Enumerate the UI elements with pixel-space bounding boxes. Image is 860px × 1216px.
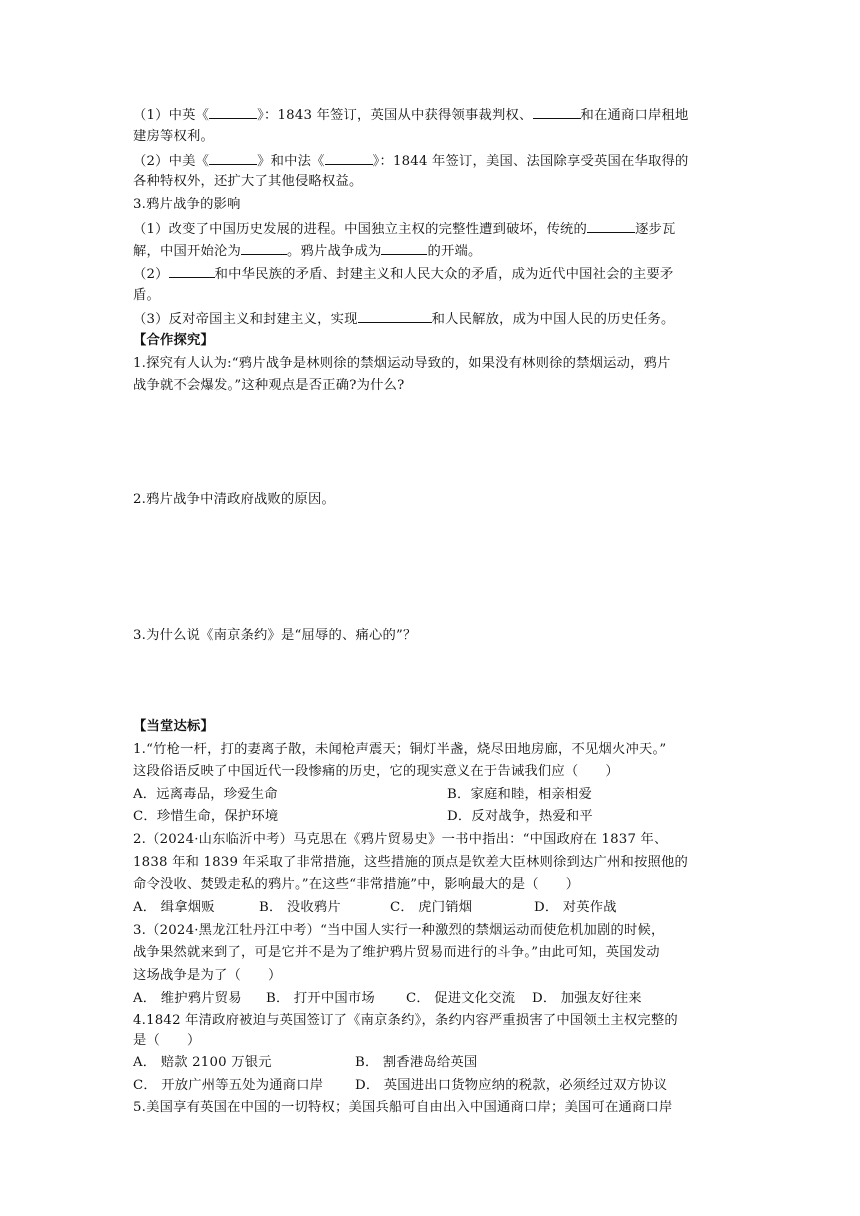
text: 》：1844 年签订，美国、法国除享受英国在华取得的 [372,154,689,169]
practice-q5-line-1: 5.美国享有英国在中国的一切特权；美国兵船可自由出入中国通商口岸；美国可在通商口岸 [133,1100,673,1115]
explore-q1-line-2: 战争就不会爆发。”这种观点是否正确?为什么? [133,378,405,393]
fill-blank[interactable] [533,103,581,119]
treaty-line-1 [133,103,733,127]
text: 》：1843 年签订，英国从中获得领事裁判权、 [257,108,533,123]
practice-q3-line-2: 战争果然就来到了，可是它并不是为了维护鸦片贸易而进行的斗争。”由此可知，英国发动 [133,945,660,960]
option-b[interactable]: B． 割香港岛给英国 [355,1055,478,1070]
explore-heading: 【合作探究】 [133,333,214,348]
option-d[interactable]: D．反对战争，热爱和平 [447,809,593,824]
text: （2）中美《 [133,154,210,169]
option-c[interactable]: C． 虎门销烟 [390,900,473,915]
option-d[interactable]: D． 英国进出口货物应纳的税款，必须经过双方协议 [355,1078,668,1093]
practice-q2-line-1: 2.（2024·山东临沂中考）马克思在《鸦片贸易史》一书中指出：“中国政府在 1837 年、 [133,832,668,847]
fill-blank[interactable] [381,239,427,255]
impact-heading: 3.鸦片战争的影响 [133,197,241,212]
explore-q3: 3.为什么说《南京条约》是“屈辱的、痛心的”？ [133,628,417,643]
text: 解，中国开始沦为 [133,244,241,259]
option-c[interactable]: C．珍惜生命，保护环境 [133,809,279,824]
option-d[interactable]: D． 加强友好往来 [532,991,642,1006]
practice-heading: 【当堂达标】 [133,719,214,734]
text: （1）改变了中国历史发展的进程。中国独立主权的完整性遭到破坏，传统的 [133,222,588,237]
impact-p1-line-2 [133,239,733,263]
option-b[interactable]: B． 没收鸦片 [259,900,341,915]
text: （1）中英《 [133,108,210,123]
impact-p2-line-2: 盾。 [133,288,160,303]
option-a[interactable]: A．远离毒品，珍爱生命 [133,787,278,802]
text: 逐步瓦 [635,222,676,237]
text: （2） [133,267,169,282]
option-b[interactable]: B．家庭和睦，相亲相爱 [447,787,592,802]
practice-q2-line-2: 1838 年和 1839 年采取了非常措施，这些措施的顶点是钦差大臣林则徐到达广州和按照他的 [133,855,688,870]
option-b[interactable]: B． 打开中国市场 [266,991,375,1006]
fill-blank[interactable] [358,307,432,323]
text: （3）反对帝国主义和封建主义，实现 [133,312,358,327]
text: 和人民解放，成为中国人民的历史任务。 [431,312,675,327]
text: 。鸦片战争成为 [286,244,382,259]
practice-q4-line-2: 是（ ） [133,1033,201,1048]
practice-q3-line-1: 3.（2024·黑龙江牡丹江中考）“当中国人实行一种激烈的禁烟运动而使危机加剧的时候， [133,923,665,938]
fill-blank[interactable] [325,149,373,165]
fill-blank[interactable] [241,239,287,255]
fill-blank[interactable] [209,103,257,119]
practice-q1-line-1: 1.“竹枪一杆，打的妻离子散，未闻枪声震天；铜灯半盏，烧尽田地房廊，不见烟火冲天。” [133,742,667,757]
impact-p2-line-1 [133,262,733,286]
text: 和在通商口岸租地 [580,108,689,123]
fill-blank[interactable] [209,149,257,165]
fill-blank[interactable] [587,217,635,233]
fill-blank[interactable] [169,262,215,278]
impact-p1-line-1 [133,217,733,241]
explore-q2: 2.鸦片战争中清政府战败的原因。 [133,492,336,507]
option-d[interactable]: D． 对英作战 [534,900,617,915]
practice-q1-line-2: 这段俗语反映了中国近代一段惨痛的历史，它的现实意义在于告诫我们应（ ） [133,764,619,779]
practice-q3-line-3: 这场战争是为了（ ） [133,968,282,983]
option-a[interactable]: A． 赔款 2100 万银元 [133,1055,272,1070]
text: 和中华民族的矛盾、封建主义和人民大众的矛盾，成为近代中国社会的主要矛 [214,267,674,282]
text: 》和中法《 [257,154,325,169]
practice-q4-line-1: 4.1842 年清政府被迫与英国签订了《南京条约》，条约内容严重损害了中国领土主权完整的 [133,1013,678,1028]
option-a[interactable]: A． 维护鸦片贸易 [133,991,242,1006]
option-a[interactable]: A． 缉拿烟贩 [133,900,215,915]
treaty-line-2: 建房等权利。 [133,129,214,144]
practice-q2-line-3: 命令没收、焚毁走私的鸦片。”在这些“非常措施”中，影响最大的是（ ） [133,877,580,892]
treaty-line-4: 各种特权外，还扩大了其他侵略权益。 [133,174,363,189]
text: 的开端。 [427,244,482,259]
explore-q1-line-1: 1.探究有人认为:“鸦片战争是林则徐的禁烟运动导致的，如果没有林则徐的禁烟运动，鸦片 [133,356,671,371]
treaty-line-3 [133,149,733,173]
option-c[interactable]: C． 开放广州等五处为通商口岸 [133,1078,324,1093]
option-c[interactable]: C． 促进文化交流 [406,991,516,1006]
impact-p3 [133,307,733,331]
